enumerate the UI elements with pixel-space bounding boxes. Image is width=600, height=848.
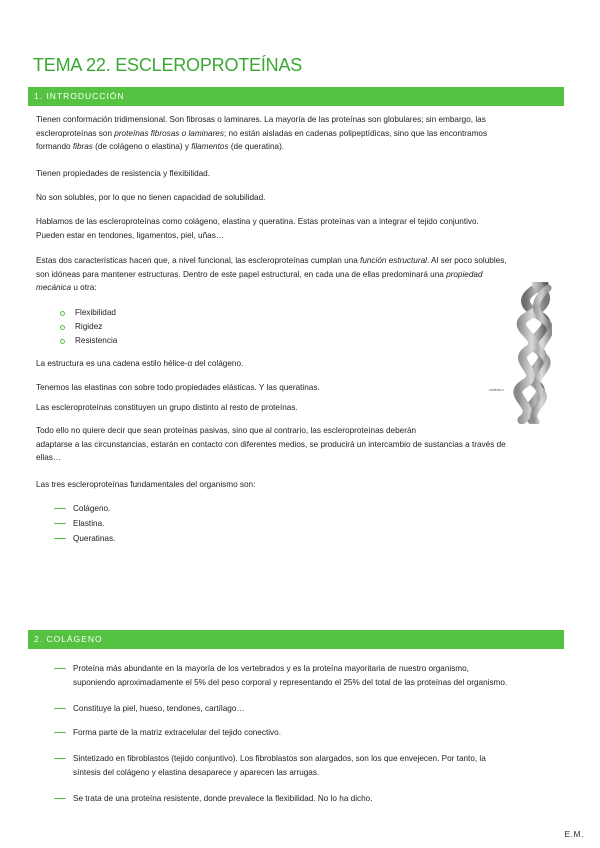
- dash-icon: [54, 523, 66, 524]
- intro-paragraph-1: [36, 113, 566, 154]
- text-span: formando: [36, 142, 73, 151]
- text-line: Proteína más abundante en la mayoría de los vertebrados y es la proteína mayoritaria de nuestro organismo,: [73, 664, 469, 673]
- helix-label: cadena α: [489, 388, 504, 392]
- bullet-label: Rigidez: [75, 322, 103, 331]
- text-line: síntesis del colágeno y elastina desaparece y aparecen las arrugas.: [73, 767, 320, 777]
- italic-span: proteínas fibrosas o laminares: [114, 128, 224, 138]
- dash-label: Queratinas.: [73, 534, 116, 543]
- dash-icon: [54, 538, 66, 539]
- item-text: Se trata de una proteína resistente, donde prevalece la flexibilidad. No lo ha dicho.: [73, 794, 373, 803]
- text-line: [36, 281, 566, 295]
- intro-paragraph-5: [36, 254, 566, 295]
- text-span: (de queratina).: [228, 142, 285, 151]
- text-line: suponiendo aproximadamente el 5% del peso corporal y representando el 25% del total de las proteínas del organismo.: [73, 677, 508, 687]
- text-line: adaptarse a las circunstancias, estarán en contacto con diferentes medios, se producirá un intercambio de sustancias a través de: [36, 439, 506, 449]
- intro-paragraph-4: [36, 215, 566, 242]
- dash-icon: [54, 798, 66, 799]
- text-span: . Al ser poco solubles,: [426, 256, 507, 265]
- text-line: Sintetizado en fibroblastos (tejido conjuntivo). Los fibroblastos son alargados, son los que envejecen. Por tanto, la: [73, 754, 486, 763]
- section-header-colageno: 2. COLÁGENO: [28, 630, 564, 649]
- text-line: [36, 254, 566, 268]
- intro-paragraph-2: Tienen propiedades de resistencia y flexibilidad.: [36, 169, 211, 178]
- text-line: Tienen conformación tridimensional. Son fibrosas o laminares. La mayoría de las proteínas son globulares; sin embargo, las: [36, 115, 486, 124]
- text-span: u otra:: [71, 283, 97, 292]
- item-text: [73, 662, 507, 689]
- text-line: Todo ello no quiere decir que sean proteínas pasivas, sino que al contrario, las escleroproteínas deberán: [36, 426, 417, 435]
- item-text: [73, 752, 486, 779]
- dash-icon: [54, 508, 66, 509]
- dash-label: Elastina.: [73, 519, 105, 528]
- circle-bullet-icon: [60, 339, 65, 344]
- dash-icon: [54, 668, 66, 669]
- dash-icon: [54, 758, 66, 759]
- text-line: ellas…: [36, 453, 62, 462]
- item-text: Constituye la piel, hueso, tendones, cartílago…: [73, 704, 245, 713]
- circle-bullet-icon: [60, 311, 65, 316]
- text-span: Estas dos características hacen que, a nivel funcional, las escleroproteínas cumplan una: [36, 256, 361, 265]
- bullet-label: Resistencia: [75, 336, 118, 345]
- text-span: escleroproteínas son: [36, 128, 115, 138]
- text-line: [36, 127, 566, 141]
- intro-paragraph-10: Las tres escleroproteínas fundamentales del organismo son:: [36, 480, 256, 489]
- text-line: [36, 268, 566, 282]
- italic-span: filamentos: [191, 142, 229, 151]
- bullet-label: Flexibilidad: [75, 308, 116, 317]
- dash-icon: [54, 708, 66, 709]
- text-span: son idóneas para mantener estructuras. Dentro de este papel estructural, en cada una de ellas predominará una: [36, 269, 447, 279]
- italic-span: propiedad: [446, 269, 483, 279]
- circle-bullet-icon: [60, 325, 65, 330]
- text-line: [36, 140, 566, 154]
- text-span: (de colágeno o elastina) y: [92, 142, 192, 151]
- page-footer-initials: E.M.: [564, 829, 584, 839]
- collagen-helix-image: [510, 282, 552, 424]
- intro-paragraph-9: [36, 424, 566, 465]
- text-span: ; no están aisladas en cadenas polipeptídicas, sino que las encontramos: [223, 128, 488, 138]
- italic-span: mecánica: [36, 283, 72, 292]
- text-line: Pueden estar en tendones, ligamentos, piel, uñas…: [36, 230, 224, 240]
- intro-paragraph-8: Las escleroproteínas constituyen un grupo distinto al resto de proteínas.: [36, 403, 298, 412]
- intro-paragraph-3: No son solubles, por lo que no tienen capacidad de solubilidad.: [36, 193, 266, 202]
- dash-label: Colágeno.: [73, 504, 111, 513]
- intro-paragraph-6: La estructura es una cadena estilo hélice-α del colágeno.: [36, 359, 244, 368]
- italic-span: fibras: [72, 142, 93, 151]
- dash-icon: [54, 732, 66, 733]
- section-header-introduccion: 1. INTRODUCCIÓN: [28, 87, 564, 106]
- intro-paragraph-7: Tenemos las elastinas con sobre todo propiedades elásticas. Y las queratinas.: [36, 383, 320, 392]
- italic-span: función estructural: [360, 256, 427, 265]
- text-line: Hablamos de las escleroproteínas como colágeno, elastina y queratina. Estas proteínas van a integrar el tejido conjuntivo.: [36, 217, 479, 226]
- item-text: Forma parte de la matriz extracelular del tejido conectivo.: [73, 728, 281, 737]
- page-title: TEMA 22. ESCLEROPROTEÍNAS: [33, 55, 303, 75]
